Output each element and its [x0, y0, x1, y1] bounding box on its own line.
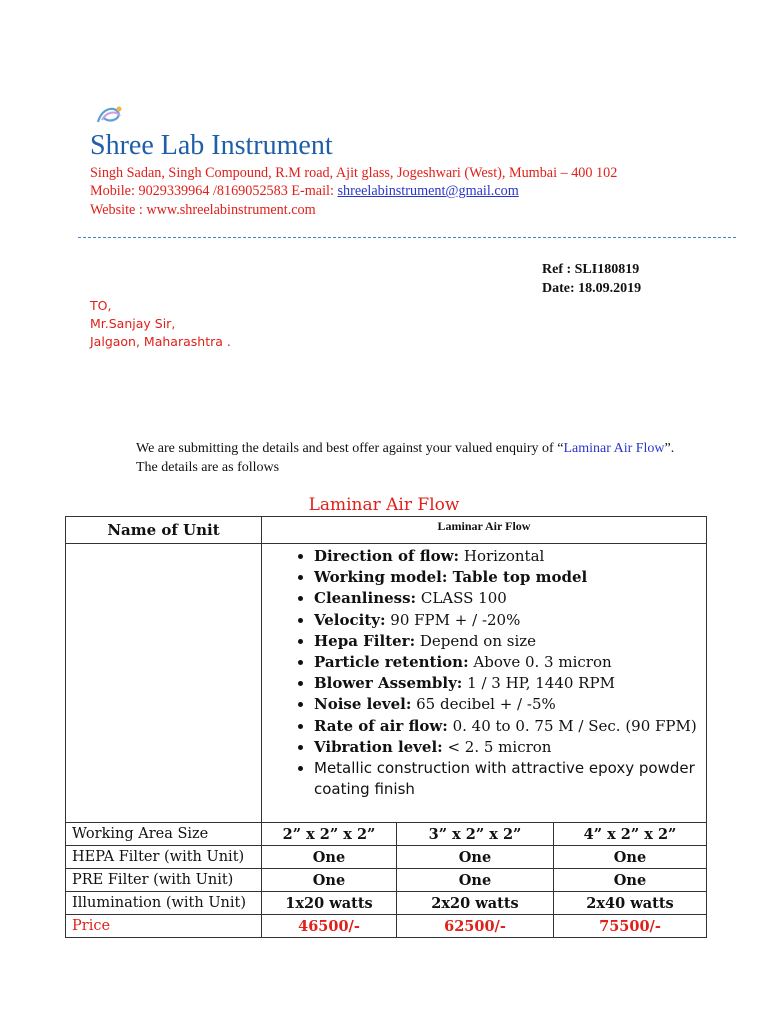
feature-item: • Cleanliness: CLASS 100 — [314, 588, 700, 609]
table-cell: 2x20 watts — [397, 892, 554, 915]
feature-item: • Metallic construction with attractive epoxy powder coating finish — [314, 758, 700, 800]
table-cell: One — [397, 846, 554, 869]
row-label: Working Area Size — [66, 823, 262, 846]
table-cell: 1x20 watts — [262, 892, 397, 915]
row-label: HEPA Filter (with Unit) — [66, 846, 262, 869]
table-cell: 2x40 watts — [554, 892, 707, 915]
table-row — [66, 892, 707, 915]
feature-item: • Vibration level: < 2. 5 micron — [314, 737, 700, 758]
recipient-name: Mr.Sanjay Sir, — [90, 316, 176, 331]
row-label: Illumination (with Unit) — [66, 892, 262, 915]
table-cell: One — [397, 869, 554, 892]
price-value: 75500/- — [554, 915, 707, 938]
table-header-row — [66, 517, 707, 544]
table-row — [66, 846, 707, 869]
table-cell: One — [554, 846, 707, 869]
table-cell: 3” x 2” x 2” — [397, 823, 554, 846]
table-cell: 2” x 2” x 2” — [262, 823, 397, 846]
features-list — [268, 546, 700, 800]
specification-table — [65, 516, 707, 938]
feature-item: • Velocity: 90 FPM + / -20% — [314, 610, 700, 631]
features-cell — [262, 544, 707, 823]
table-cell: One — [262, 869, 397, 892]
table-cell: One — [262, 846, 397, 869]
company-contact — [90, 183, 519, 200]
company-logo — [92, 102, 128, 128]
company-name: Shree Lab Instrument — [90, 130, 333, 161]
table-cell: One — [554, 869, 707, 892]
reference-number: Ref : SLI180819 — [542, 262, 640, 277]
table-row — [66, 823, 707, 846]
letter-date: Date: 18.09.2019 — [542, 281, 642, 296]
price-value: 46500/- — [262, 915, 397, 938]
header-divider — [78, 237, 736, 238]
feature-item: • Working model: Table top model — [314, 567, 700, 588]
company-website[interactable]: Website : www.shreelabinstrument.com — [90, 202, 316, 218]
intro-suffix: ”. The details are as follows — [136, 441, 675, 475]
feature-item: • Noise level: 65 decibel + / -5% — [314, 694, 700, 715]
feature-item: • Hepa Filter: Depend on size — [314, 631, 700, 652]
company-address: Singh Sadan, Singh Compound, R.M road, Ajit glass, Jogeshwari (West), Mumbai – 400 102 — [90, 165, 618, 181]
intro-product: Laminar Air Flow — [563, 441, 665, 456]
mobile-text: Mobile: 9029339964 /8169052583 E-mail: — [90, 183, 338, 199]
table-cell: 4” x 2” x 2” — [554, 823, 707, 846]
features-empty-cell — [66, 544, 262, 823]
unit-header: Laminar Air Flow — [262, 517, 707, 544]
feature-item: • Direction of flow: Horizontal — [314, 546, 700, 567]
email-link[interactable]: shreelabinstrument@gmail.com — [337, 183, 519, 199]
intro-prefix: We are submitting the details and best offer against your valued enquiry of “ — [136, 441, 564, 456]
feature-item: • Rate of air flow: 0. 40 to 0. 75 M / Sec. (90 FPM) — [314, 716, 700, 737]
recipient-to: TO, — [90, 298, 112, 313]
price-label: Price — [66, 915, 262, 938]
table-row — [66, 869, 707, 892]
intro-paragraph — [136, 439, 696, 477]
price-row — [66, 915, 707, 938]
table-title: Laminar Air Flow — [308, 495, 460, 515]
price-value: 62500/- — [397, 915, 554, 938]
name-of-unit-header: Name of Unit — [66, 517, 262, 544]
recipient-place: Jalgaon, Maharashtra . — [90, 334, 231, 349]
feature-item: • Particle retention: Above 0. 3 micron — [314, 652, 700, 673]
features-row — [66, 544, 707, 823]
row-label: PRE Filter (with Unit) — [66, 869, 262, 892]
swirl-logo-icon — [92, 102, 128, 128]
feature-item: • Blower Assembly: 1 / 3 HP, 1440 RPM — [314, 673, 700, 694]
